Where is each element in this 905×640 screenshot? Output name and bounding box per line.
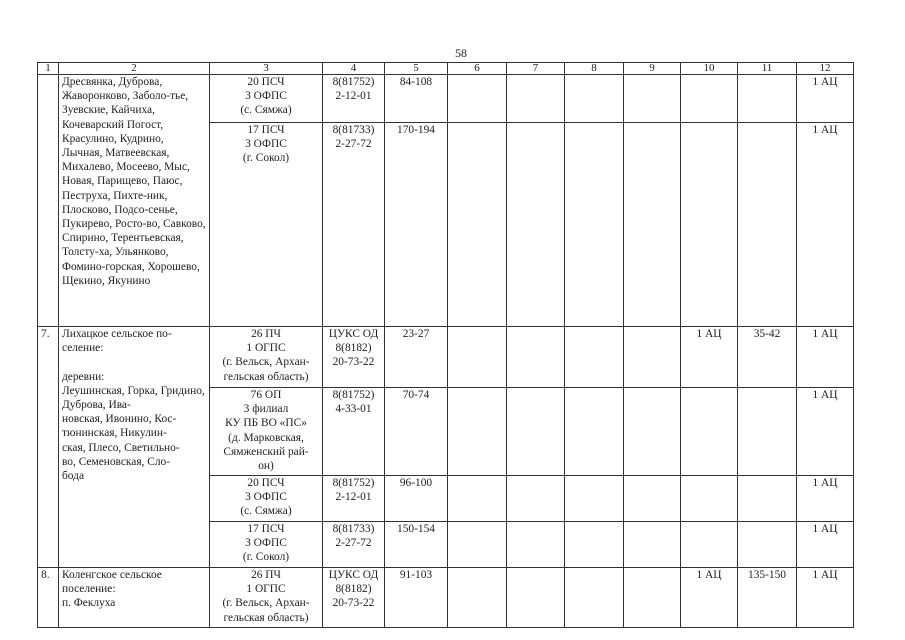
time-cell: 170-194	[385, 123, 448, 327]
time-cell: 70-74	[385, 388, 448, 476]
empty-cell	[624, 388, 681, 476]
phone-cell: 8(81733) 2-27-72	[323, 522, 385, 568]
empty-cell	[507, 522, 565, 568]
header-cell: 3	[210, 63, 323, 75]
vehicles-cell: 1 АЦ	[797, 568, 854, 628]
time-cell: 84-108	[385, 75, 448, 123]
header-cell: 10	[681, 63, 738, 75]
vehicles-cell: 1 АЦ	[797, 75, 854, 123]
empty-cell	[448, 123, 507, 327]
empty-cell	[565, 476, 624, 522]
time-cell: 35-42	[738, 327, 797, 388]
settlement-list: Коленгское сельское поселение: п. Феклуха	[59, 568, 210, 628]
time-cell: 91-103	[385, 568, 448, 628]
empty-cell	[624, 123, 681, 327]
row-number: 8.	[38, 568, 59, 628]
header-row	[38, 63, 854, 75]
empty-cell	[624, 476, 681, 522]
header-cell: 5	[385, 63, 448, 75]
header-cell: 12	[797, 63, 854, 75]
header-cell: 6	[448, 63, 507, 75]
empty-cell	[507, 123, 565, 327]
unit-cell: 20 ПСЧ 3 ОФПС (с. Сямжа)	[210, 75, 323, 123]
header-cell: 11	[738, 63, 797, 75]
header-cell: 4	[323, 63, 385, 75]
empty-cell	[565, 522, 624, 568]
settlement-list: Лихацкое сельское по- селение: деревни: Леушинская, Горка, Гридино, Дуброва, Ива- новская, Ивонино, Кос- тюнинская, Никулин- ская, Плесо, Светильно- во, Семеновская, Сло- бода	[59, 327, 210, 568]
table-row	[38, 568, 854, 628]
vehicles-cell: 1 АЦ	[797, 476, 854, 522]
header-cell: 9	[624, 63, 681, 75]
empty-cell	[565, 75, 624, 123]
table-row	[38, 327, 854, 388]
settlement-list: Дресвянка, Дуброва, Жаворонково, Заболо-тье, Зуевские, Кайчиха, Кочеварский Погост, Красулино, Кудрино, Лычная, Матвеевская, Михалево, Мосеево, Мыс, Новая, Парищево, Паюс, Пеструха, Пихте-ник, Плосково, Подсо-сенье, Пукирево, Росто-во, Савково, Спирино, Терентьевская, Толсту-ха, Ульянково, Фомино-горская, Хорошево, Щекино, Якунино	[59, 75, 210, 327]
unit-cell: 76 ОП 3 филиал КУ ПБ ВО «ПС» (д. Марковская, Сямженский рай- он)	[210, 388, 323, 476]
time-cell: 150-154	[385, 522, 448, 568]
empty-cell	[624, 522, 681, 568]
header-cell: 1	[38, 63, 59, 75]
empty-cell	[448, 75, 507, 123]
empty-cell	[448, 522, 507, 568]
time-cell	[738, 123, 797, 327]
unit-cell: 17 ПСЧ 3 ОФПС (г. Сокол)	[210, 123, 323, 327]
vehicles-cell	[681, 75, 738, 123]
vehicles-cell: 1 АЦ	[681, 568, 738, 628]
vehicles-cell	[681, 123, 738, 327]
time-cell: 23-27	[385, 327, 448, 388]
empty-cell	[624, 75, 681, 123]
vehicles-cell	[681, 476, 738, 522]
empty-cell	[448, 476, 507, 522]
time-cell	[738, 388, 797, 476]
fire-departure-table	[37, 62, 854, 628]
unit-cell: 20 ПСЧ 3 ОФПС (с. Сямжа)	[210, 476, 323, 522]
empty-cell	[565, 388, 624, 476]
empty-cell	[448, 388, 507, 476]
header-cell: 7	[507, 63, 565, 75]
time-cell	[738, 476, 797, 522]
phone-cell: ЦУКС ОД 8(8182) 20-73-22	[323, 327, 385, 388]
empty-cell	[565, 327, 624, 388]
empty-cell	[507, 327, 565, 388]
unit-cell: 26 ПЧ 1 ОГПС (г. Вельск, Архан- гельская область)	[210, 568, 323, 628]
time-cell: 96-100	[385, 476, 448, 522]
time-cell	[738, 75, 797, 123]
row-number	[38, 75, 59, 327]
empty-cell	[624, 327, 681, 388]
empty-cell	[565, 123, 624, 327]
empty-cell	[507, 476, 565, 522]
empty-cell	[448, 568, 507, 628]
vehicles-cell	[681, 522, 738, 568]
phone-cell: 8(81752) 2-12-01	[323, 476, 385, 522]
empty-cell	[624, 568, 681, 628]
unit-cell: 17 ПСЧ 3 ОФПС (г. Сокол)	[210, 522, 323, 568]
phone-cell: ЦУКС ОД 8(8182) 20-73-22	[323, 568, 385, 628]
vehicles-cell: 1 АЦ	[681, 327, 738, 388]
time-cell: 135-150	[738, 568, 797, 628]
row-number: 7.	[38, 327, 59, 568]
phone-cell: 8(81752) 2-12-01	[323, 75, 385, 123]
empty-cell	[448, 327, 507, 388]
empty-cell	[507, 568, 565, 628]
phone-cell: 8(81752) 4-33-01	[323, 388, 385, 476]
vehicles-cell: 1 АЦ	[797, 522, 854, 568]
phone-cell: 8(81733) 2-27-72	[323, 123, 385, 327]
unit-cell: 26 ПЧ 1 ОГПС (г. Вельск, Архан- гельская область)	[210, 327, 323, 388]
vehicles-cell: 1 АЦ	[797, 327, 854, 388]
empty-cell	[507, 75, 565, 123]
vehicles-cell: 1 АЦ	[797, 388, 854, 476]
header-cell: 8	[565, 63, 624, 75]
page-number: 58	[455, 46, 467, 60]
empty-cell	[565, 568, 624, 628]
vehicles-cell: 1 АЦ	[797, 123, 854, 327]
table-row	[38, 75, 854, 123]
time-cell	[738, 522, 797, 568]
empty-cell	[507, 388, 565, 476]
vehicles-cell	[681, 388, 738, 476]
header-cell: 2	[59, 63, 210, 75]
